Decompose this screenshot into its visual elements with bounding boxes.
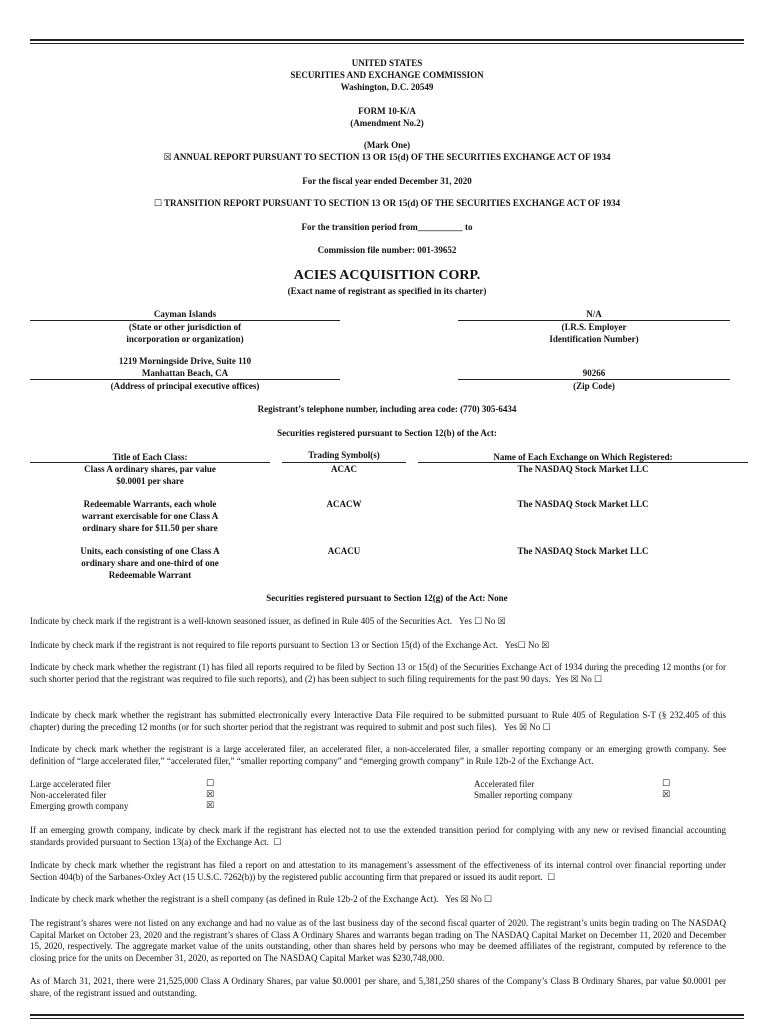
attestation-question xyxy=(30,860,726,883)
amendment-label: (Amendment No.2) xyxy=(350,118,424,128)
table-row-3-title-2: ordinary share and one-third of one xyxy=(81,558,219,568)
registrant-name-caption: (Exact name of registrant as specified in its charter) xyxy=(287,286,487,296)
bottom-rule xyxy=(30,1014,744,1016)
mark-one-label: (Mark One) xyxy=(363,140,411,150)
state-value: Cayman Islands xyxy=(153,309,217,319)
irs-caption-1: (I.R.S. Employer xyxy=(561,322,627,332)
filed-all-question xyxy=(30,662,726,685)
top-rule xyxy=(30,39,744,41)
wksi-text: Indicate by check mark if the registrant is a well-known seasoned issuer, as defined in Rule 405 of the Securities Act. xyxy=(30,616,453,626)
wksi-question xyxy=(30,616,726,628)
telephone-line: Registrant’s telephone number, including area code: (770) 305-6434 xyxy=(257,404,517,414)
table-row-2-title-1: Redeemable Warrants, each whole xyxy=(83,499,217,509)
shares-outstanding-paragraph: As of March 31, 2021, there were 21,525,000 Class A Ordinary Shares, par value $0.0001 per share, and 5,381,250 shares of the Company’s Class B Ordinary Shares, par value $0.0001 per share, of the registrant issued and outstanding. xyxy=(30,976,726,998)
annual-report-label: ANNUAL REPORT PURSUANT TO SECTION 13 OR 15(d) OF THE SECURITIES EXCHANGE ACT OF 1934 xyxy=(173,152,611,162)
large-accelerated-filer-label: Large accelerated filer xyxy=(30,779,111,789)
top-rule-thin xyxy=(30,43,744,44)
annual-report-line xyxy=(30,152,744,164)
filer-type-question: Indicate by check mark whether the registrant is a large accelerated filer, an accelerated filer, a non-accelerated filer, a smaller reporting company or an emerging growth company. See definition of “large accelerated filer,” “accelerated filer,” “smaller reporting company” and “emerging growth company” in Rule 12b-2 of the Exchange Act. xyxy=(30,744,726,766)
table-row-3-title-3: Redeemable Warrant xyxy=(108,570,192,580)
filed-all-answer: Yes ☒ No ☐ xyxy=(555,673,603,684)
commission-file-number: Commission file number: 001-39652 xyxy=(317,245,457,255)
zip-underline xyxy=(458,379,730,380)
table-header-title: Title of Each Class: xyxy=(112,452,188,462)
table-row-2-title-2: warrant exercisable for one Class A xyxy=(81,511,219,521)
emerging-growth-company-checkbox[interactable]: ☒ xyxy=(206,801,215,811)
table-row-1-title-1: Class A ordinary shares, par value xyxy=(84,464,216,474)
annual-report-checkbox: ☒ xyxy=(163,153,172,163)
table-header-title-rule xyxy=(30,462,270,463)
wksi-answer: Yes ☐ No ☒ xyxy=(458,616,506,626)
table-row-2-exchange: The NASDAQ Stock Market LLC xyxy=(517,499,649,509)
not-required-answer: Yes☐ No ☒ xyxy=(504,640,550,650)
zip-value: 90266 xyxy=(582,368,606,378)
shell-company-question xyxy=(30,894,726,906)
state-caption-1: (State or other jurisdiction of xyxy=(128,322,242,332)
commission-address: Washington, D.C. 20549 xyxy=(340,82,434,92)
interactive-data-text: Indicate by check mark whether the registrant has submitted electronically every Interactive Data File required to be submitted pursuant to Rule 405 of Regulation S-T (§ 232.405 of this chapter) during the preceding 12 months (or for such shorter period that the registrant was required to submit and post such files). xyxy=(30,710,726,732)
irs-caption-2: Identification Number) xyxy=(549,334,639,344)
section-12g-heading: Securities registered pursuant to Section 12(g) of the Act: None xyxy=(266,593,508,603)
large-accelerated-filer-checkbox[interactable]: ☐ xyxy=(206,779,215,789)
emerging-transition-question xyxy=(30,825,726,848)
shell-company-answer: Yes ☒ No ☐ xyxy=(445,894,493,904)
emerging-transition-text: If an emerging growth company, indicate by check mark if the registrant has elected not to use the extended transition period for complying with any new or revised financial accounting standards provided pursuant to Section 13(a) of the Exchange Act. xyxy=(30,825,726,847)
table-row-3-symbol: ACACU xyxy=(327,546,361,556)
state-underline xyxy=(30,320,340,321)
fiscal-year-line: For the fiscal year ended December 31, 2020 xyxy=(302,176,472,186)
zip-caption: (Zip Code) xyxy=(573,381,615,391)
form-title: FORM 10-K/A xyxy=(358,106,416,116)
bottom-rule-thin xyxy=(30,1018,744,1019)
table-header-symbol: Trading Symbol(s) xyxy=(308,450,380,460)
table-header-symbol-rule xyxy=(282,462,406,463)
not-required-question xyxy=(30,640,726,652)
table-row-1-title-2: $0.0001 per share xyxy=(116,476,184,486)
accelerated-filer-checkbox[interactable]: ☐ xyxy=(662,779,671,789)
emerging-growth-company-label: Emerging growth company xyxy=(30,801,129,811)
market-value-paragraph: The registrant’s shares were not listed on any exchange and had no value as of the last business day of the second fiscal quarter of 2020. The registrant’s units begin trading on The NASDAQ Capital Market on October 23, 2020 and the registrant’s shares of Class A Ordinary Shares and warrants began trading on The NASDAQ Capital Market on December 11, 2020 and December 15, 2020, respectively. The aggregate market value of the units outstanding, other than shares held by persons who may be deemed affiliates of the registrant, computed by reference to the closing price for the units on December 31, 2020, as reported on The NASDAQ Capital Market was $230,748,000. xyxy=(30,918,726,963)
registrant-name: ACIES ACQUISITION CORP. xyxy=(293,268,481,283)
interactive-data-answer: Yes ☒ No ☐ xyxy=(503,721,551,732)
interactive-data-question xyxy=(30,710,726,733)
commission-heading: SECURITIES AND EXCHANGE COMMISSION xyxy=(290,70,484,80)
emerging-transition-answer: ☐ xyxy=(273,836,282,847)
address-caption: (Address of principal executive offices) xyxy=(110,381,260,391)
table-header-exchange: Name of Each Exchange on Which Registered: xyxy=(493,452,673,462)
non-accelerated-filer-checkbox[interactable]: ☒ xyxy=(206,790,215,800)
table-row-2-symbol: ACACW xyxy=(326,499,362,509)
irs-underline xyxy=(458,320,730,321)
table-row-2-title-3: ordinary share for $11.50 per share xyxy=(82,523,218,533)
address-line-1: 1219 Morningside Drive, Suite 110 xyxy=(118,356,252,366)
table-row-1-exchange: The NASDAQ Stock Market LLC xyxy=(517,464,649,474)
transition-report-label: TRANSITION REPORT PURSUANT TO SECTION 13 OR 15(d) OF THE SECURITIES EXCHANGE ACT OF 1934 xyxy=(164,198,621,208)
accelerated-filer-label: Accelerated filer xyxy=(474,779,535,789)
irs-value: N/A xyxy=(586,309,602,319)
filed-all-text: Indicate by check mark whether the registrant (1) has filed all reports required to be filed by Section 13 or 15(d) of the Securities Exchange Act of 1934 during the preceding 12 months (or for such shorter period that the registrant was required to file such reports), and (2) has been subject to such filing requirements for the past 90 days. xyxy=(30,662,726,684)
address-line-2: Manhattan Beach, CA xyxy=(141,368,229,378)
section-12b-heading: Securities registered pursuant to Section 12(b) of the Act: xyxy=(277,428,497,438)
smaller-reporting-company-label: Smaller reporting company xyxy=(474,790,573,800)
transition-report-line xyxy=(30,198,744,210)
smaller-reporting-company-checkbox[interactable]: ☒ xyxy=(662,790,671,800)
transition-report-checkbox: ☐ xyxy=(153,199,162,209)
country-heading: UNITED STATES xyxy=(351,58,423,68)
not-required-text: Indicate by check mark if the registrant is not required to file reports pursuant to Section 13 or Section 15(d) of the Exchange Act. xyxy=(30,640,498,650)
table-header-exchange-rule xyxy=(418,462,748,463)
state-caption-2: incorporation or organization) xyxy=(126,334,244,344)
table-row-1-symbol: ACAC xyxy=(331,464,357,474)
table-row-3-exchange: The NASDAQ Stock Market LLC xyxy=(517,546,649,556)
attestation-answer: ☐ xyxy=(547,871,556,882)
table-row-3-title-1: Units, each consisting of one Class A xyxy=(80,546,220,556)
address-underline xyxy=(30,379,340,380)
non-accelerated-filer-label: Non-accelerated filer xyxy=(30,790,107,800)
shell-company-text: Indicate by check mark whether the registrant is a shell company (as defined in Rule 12b-2 of the Exchange Act). xyxy=(30,894,439,904)
attestation-text: Indicate by check mark whether the registrant has filed a report on and attestation to its management’s assessment of the effectiveness of its internal control over financial reporting under Section 404(b) of the Sarbanes-Oxley Act (15 U.S.C. 7262(b)) by the registered public accounting firm that prepared or issued its audit report. xyxy=(30,860,726,882)
transition-period-line: For the transition period from__________ to xyxy=(301,222,473,232)
